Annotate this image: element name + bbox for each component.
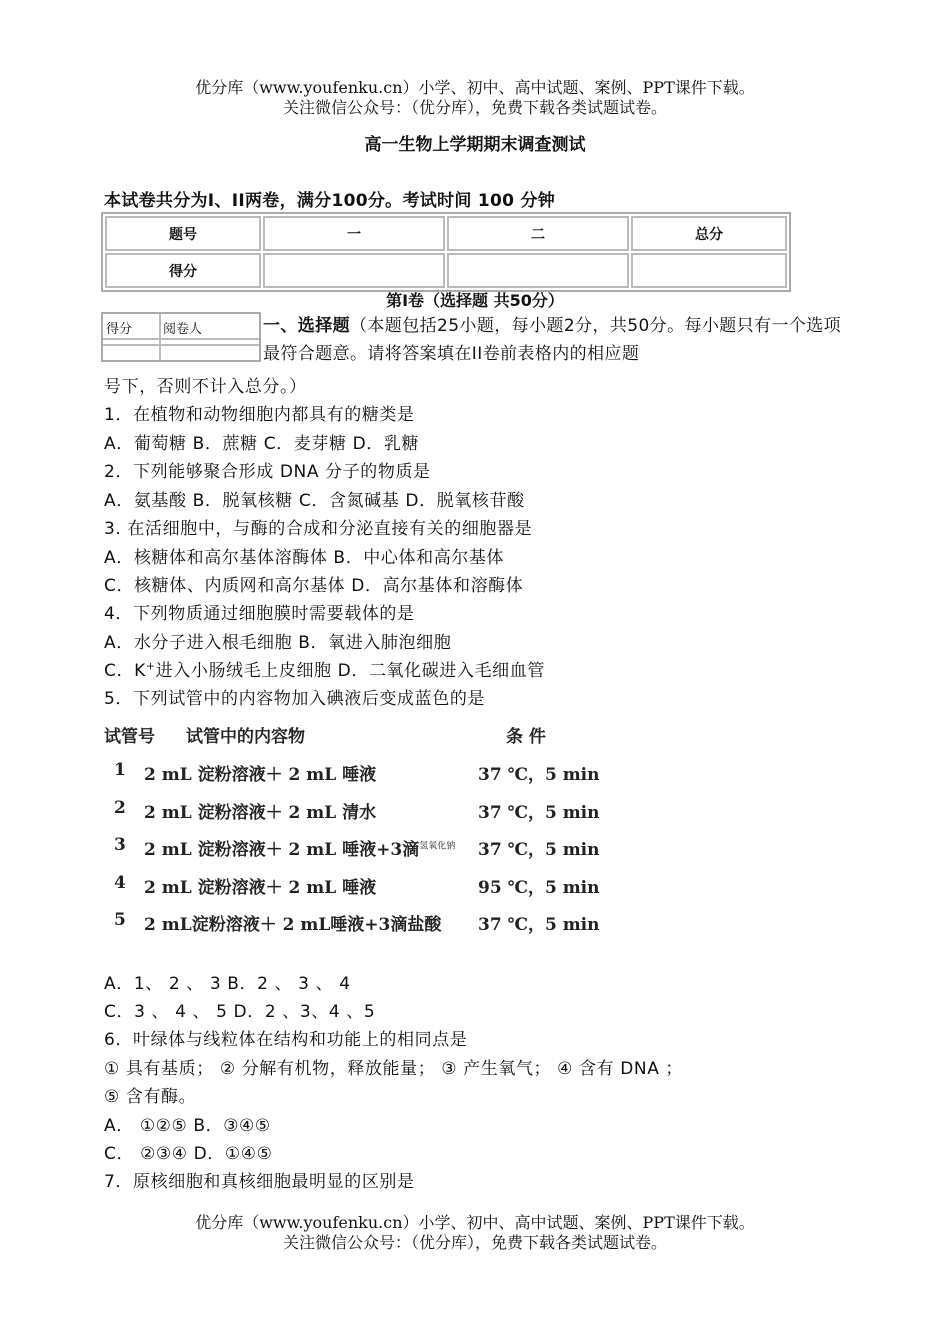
tube-no: 1 [114,760,126,780]
tube-no: 2 [114,798,126,818]
score-header-cell: 题号 [105,216,261,251]
score-header-cell: 二 [447,216,629,251]
tube-cond: 37 ℃，5 min [478,840,600,860]
score-row-label: 得分 [105,253,261,288]
score-cell [263,253,445,288]
question-3-options-a: A．核糖体和高尔基体溶酶体 B．中心体和高尔基体 [104,548,505,568]
instructions [263,312,853,368]
question-1: 1．在植物和动物细胞内都具有的糖类是 [104,405,415,425]
grader-box [101,312,261,362]
question-4-options-a: A．水分子进入根毛细胞 B．氧进入肺泡细胞 [104,633,452,653]
tube-cond: 37 ℃，5 min [478,915,600,935]
q4b-pre: C．K [104,661,146,681]
question-5-options-b: C．3 、 4 、 5 D．2 、3、4 、5 [104,1002,376,1022]
question-5: 5．下列试管中的内容物加入碘液后变成蓝色的是 [104,689,486,709]
header-line-1: 优分库（www.youfenku.cn）小学、初中、高中试题、案例、PPT课件下载。 [195,78,755,97]
grader-score-label: 得分 [106,322,133,337]
tube-cond: 37 ℃，5 min [478,803,600,823]
question-3: 3. 在活细胞中，与酶的合成和分泌直接有关的细胞器是 [104,519,533,539]
instructions-cont: 号下，否则不计入总分。） [104,377,307,397]
instructions-text: （本题包括25小题，每小题2分，共50分。每小题只有一个选项最符合题意。请将答案填在II卷前表格内的相应题 [263,316,842,364]
score-header-cell: 一 [263,216,445,251]
page-title: 高一生物上学期期末调查测试 [364,135,586,155]
question-7: 7．原核细胞和真核细胞最明显的区别是 [104,1172,415,1192]
tube-content-text: 2 mL 淀粉溶液＋ 2 mL 唾液+3滴 [144,840,420,860]
question-4-options-b [104,656,545,681]
q4b-sup: + [145,659,156,673]
tube-col-no: 试管号 [104,727,155,747]
exam-intro: 本试卷共分为I、II两卷，满分100分。考试时间 100 分钟 [104,191,556,211]
tube-content: 2 mL 淀粉溶液＋ 2 mL 唾液 [144,765,377,785]
question-6-options-b: C． ②③④ D．①④⑤ [104,1144,273,1164]
section-title: 第I卷（选择题 共50分） [386,291,564,310]
question-6-items-a: ① 具有基质； ② 分解有机物，释放能量； ③ 产生氧气； ④ 含有 DNA ； [104,1059,684,1079]
tube-content-note: 氢氧化钠 [419,841,456,852]
tube-no: 5 [114,910,126,930]
score-table [101,212,791,292]
tube-cond: 95 ℃，5 min [478,878,600,898]
score-cell [447,253,629,288]
tube-no: 3 [114,835,126,855]
question-5-options-a: A．1、 2 、 3 B．2 、 3 、 4 [104,974,351,994]
tube-cond: 37 ℃，5 min [478,765,600,785]
score-header-cell: 总分 [631,216,787,251]
tube-content: 2 mL淀粉溶液＋ 2 mL唾液+3滴盐酸 [144,915,442,935]
score-cell [631,253,787,288]
tube-content [144,835,455,860]
question-2-options: A．氨基酸 B．脱氧核糖 C．含氮碱基 D．脱氧核苷酸 [104,491,525,511]
tube-no: 4 [114,873,126,893]
tube-content: 2 mL 淀粉溶液＋ 2 mL 唾液 [144,878,377,898]
grader-name-label: 阅卷人 [163,322,203,337]
footer-line-1: 优分库（www.youfenku.cn）小学、初中、高中试题、案例、PPT课件下载。 [195,1213,755,1232]
question-6-options-a: A． ①②⑤ B．③④⑤ [104,1116,271,1136]
tube-col-cond: 条 件 [506,727,546,747]
q4b-post: 进入小肠绒毛上皮细胞 D．二氧化碳进入毛细血管 [155,661,545,681]
question-6: 6．叶绿体与线粒体在结构和功能上的相同点是 [104,1030,468,1050]
tube-col-content: 试管中的内容物 [186,727,305,747]
question-6-items-b: ⑤ 含有酶。 [104,1087,197,1107]
question-3-options-b: C．核糖体、内质网和高尔基体 D．高尔基体和溶酶体 [104,576,524,596]
footer-line-2: 关注微信公众号：（优分库），免费下载各类试题试卷。 [282,1233,667,1252]
question-4: 4．下列物质通过细胞膜时需要载体的是 [104,604,415,624]
question-1-options: A．葡萄糖 B．蔗糖 C．麦芽糖 D．乳糖 [104,434,420,454]
instructions-lead: 一、选择题 [263,316,350,336]
header-line-2: 关注微信公众号：（优分库），免费下载各类试题试卷。 [282,98,667,117]
question-2: 2．下列能够聚合形成 DNA 分子的物质是 [104,462,431,482]
tube-content: 2 mL 淀粉溶液＋ 2 mL 清水 [144,803,377,823]
test-tube-table [104,718,604,943]
